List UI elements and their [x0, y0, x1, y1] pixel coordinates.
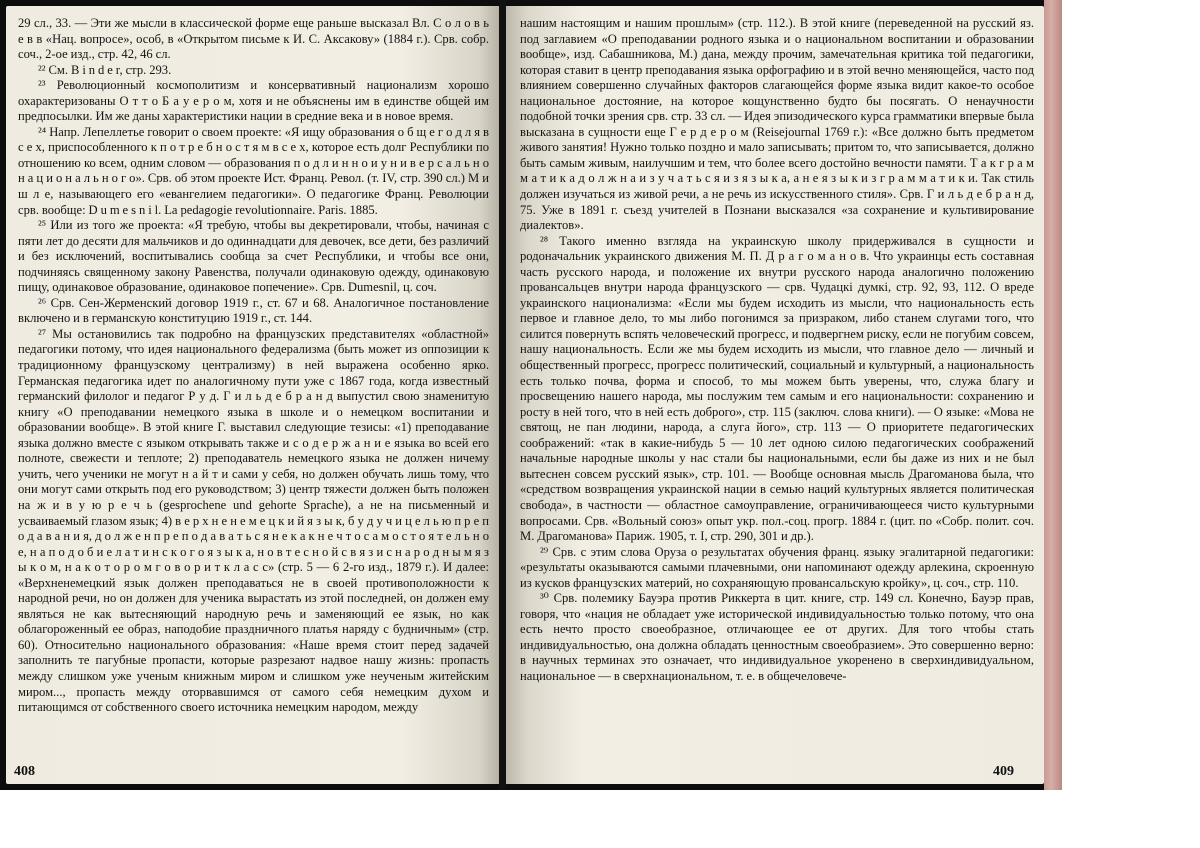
page-number-left: 408 [14, 764, 35, 779]
footnote-28: ²⁸ Такого именно взгляда на украинскую школу придерживался в сущности и родоначальник украинского движения М. П. Д р а г о м а н о в. Что украинцы есть составная часть русского народа, и положение их внутри русского народа аналогично положению провансальцев внутри народа французского — срв. Чудацкі думкі, стр. 92, 93, 112. О вреде украинского национализма: «Если мы будем исходить из мысли, что национальность есть первое и главное дело, то мы либо погонимся за призраком, либо станем слугами того, что силится повернуть вспять человеческий прогресс, и подвергнем риску, если не погубим совсем, нашу национальность. Если же мы будем исходить из мысли, что главное дело — личный и общественный прогресс, прогресс политический, социальный и культурный, а национальность есть только почва, форма и способ, то мы можем быть уверены, что, служа благу и просвещению нашего народа, мы послужим тем самым и его национальности: сохранению и росту в ней того, что в ней есть доброго», стр. 115 (заключ. слова книги). — О языке: «Мова не святощ, не пан людини, народа, а слуга його», стр. 113 — О приоритете педагогических соображений: «так в какие-нибудь 5 — 10 лет одною силою педагогических соображений начальные народные школы у нас стали бы национальными, если бы даже из них и не был вытеснен совсем русский язык», стр. 101. — Вообще основная мысль Драгоманова была, что «средством возвращения украинской нации в семью наций культурных является политическая свобода», в частности — областное самоуправление, ограничивающееся чисто культурными вопросами. Срв. «Вольный союз» опыт укр. пол.-соц. прогр. 1884 г. (цит. по «Собр. полит. соч. М. Драгоманова» Париж. 1905, т. I, стр. 290, 301 и др.). [520, 233, 1034, 544]
footnote-continuation: 29 сл., 33. — Эти же мысли в классической форме еще раньше высказал Вл. С о л о в ь е в в «Нац. вопросе», особ, в «Открытом письме к И. С. Аксакову» (1884 г.). Срв. собр. соч., 2-ое изд., стр. 42, 46 сл. [18, 16, 489, 62]
footnote-25: ²⁵ Или из того же проекта: «Я требую, чтобы вы декретировали, чтобы, начиная с пяти лет до десяти для мальчиков и до одиннадцати для девочек, все дети, без различий и без исключений, воспитывались сообща за счет Республики, и чтобы все они, подчиняясь священному закону Равенства, получали одинаковую одежду, одинаковую пищу, одинаковое образование, одинаковое попечение». Срв. Dumesnil, ц. соч. [18, 218, 489, 295]
left-page [6, 6, 499, 784]
footnote-24: ²⁴ Напр. Лепеллетье говорит о своем проекте: «Я ищу образования о б щ е г о д л я в с е х, приспособленного к п о т р е б н о с т я м в с е х, которое есть долг Республики по отношению ко всем, одним словом — образования п о д л и н н о и у н и в е р с а л ь н о н а ц и о н а л ь н о г о». Срв. об этом проекте Ист. Франц. Револ. (т. IV, стр. 390 сл.) М и ш л е, называющего его «евангелием педагогики». О педагогике Франц. Революции срв. вообще: D u m e s n i l. La pedagogie revolutionnaire. Paris. 1885. [18, 124, 489, 217]
footnote-22: ²² См. B i n d e r, стр. 293. [38, 62, 172, 77]
footnote-27-continuation: нашим настоящим и нашим прошлым» (стр. 112.). В этой книге (переведенной на русский яз. под заглавием «О преподавании родного языка и о национальном воспитании и образовании вообще», изд. Сабашникова, М.) дана, между прочим, замечательная критика той педагогики, которая ставит в центр преподавания языка орфографию и в этой вечно меняющейся, часто под влиянием совершенно случайных факторов слагающейся форме языка видит какое-то особое национальное достояние, на которое кощунственно будто бы посягать. О ненаучности подобной точки зрения срв. стр. 33 сл. — Идея эпизодического курса грамматики впервые была высказана в сущности еще Г е р д е р о м (Reisejournal 1769 г.): «Все должно быть предметом живого занятия! Нужно только поздно и мало записывать; притом то, что записывается, должно быть самым живым, наилучшим и тем, что более всего достойно вечности памяти. Т а к г р а м м а т и к а д о л ж н а и з у ч а т ь с я и з я з ы к а, а н е я з ы к и з г р а м м а т и к и. Так стиль должен изучаться из живой речи, а не речь из искусственного стиля». Срв. Г и л ь д е б р а н д, 75. Уже в 1891 г. съезд учителей в Познани высказался «за сохранение и культивирование диалектов». [520, 16, 1034, 233]
right-page [506, 6, 1044, 784]
footnote-23: ²³ Революционный космополитизм и консервативный национализм хорошо охарактеризованы О т т о Б а у е р о м, хотя и не объяснены им в единстве общей им предпосылки. Им же даны характеристики нации в средние века и в новое время. [18, 78, 489, 124]
page-number-right: 409 [993, 764, 1014, 779]
book-gutter [499, 0, 506, 790]
footnote-29: ²⁹ Срв. с этим слова Оруза о результатах обучения франц. языку эгалитарной педагогики: «результаты оказываются самыми плачевными, они напоминают одежду арлекина, скроенную из кусков французских материй, но сохраняющую провансальскую кройку», ц. соч., стр. 110. [520, 544, 1034, 590]
footnote-26: ²⁶ Срв. Сен-Жерменский договор 1919 г., ст. 67 и 68. Аналогичное постановление включено и в германскую конституцию 1919 г., ст. 144. [18, 295, 489, 326]
book-page-edge [1044, 0, 1062, 790]
footnote-27: ²⁷ Мы остановились так подробно на французских представителях «областной» педагогики потому, что идея национального федерализма (быть может из оппозиции к традиционному французскому централизму) в ней выражена особенно ярко. Германская педагогика идет по аналогичному пути уже с 1867 года, когда известный германский филолог и педагог Р у д. Г и л ь д е б р а н д выпустил свою знаменитую книгу «О преподавании немецкого языка в школе и о немецком воспитании и образовании вообще». В этой книге Г. выставил следующие тезисы: «1) преподавание языка должно вместе с языком открывать также и с о д е р ж а н и е языка во всей его полноте, свежести и теплоте; 2) преподаватель немецкого языка не должен ничему учить, чего ученики не могут н а й т и сами у себя, но должен обучать лишь тому, что они могут сами открыть под его руководством; 3) центр тяжести должен быть положен на ж и в у ю р е ч ь (gesprochene und gehorte Sprache), а не на письменный и усваиваемый глазом язык; 4) в е р х н е н е м е ц к и й я з ы к, б у д у ч и ц е л ь ю п р е п о д а в а н и я, д о л ж е н п р е п о д а в а т ь с я н е к а к н е ч т о с а м о с т о я т е л ь н о е, н а п о д о б и е л а т и н с к о г о я з ы к а, н о в т е с н о й с в я з и с н а р о д н ы м я з ы к о м, н а к о т о р о м г о в о р и т к л а с с» (стр. 5 — 6 2-го изд., 1879 г.). И далее: «Верхненемецкий язык должен преподаваться не в своей противоположности к народной речи, но он должен для ученика вырастать из этой последней, он должен ему являться не как вытесняющий народную речь и заменяющий ее язык, но как облагороженный ее образ, наподобие праздничного платья наряду с будничным» (стр. 60). Относительно национального образования: «Наше время стоит перед задачей заполнить те пагубные пропасти, которые разрезают надвое нашу жизнь: пропасть между слишком уже ученым книжным миром и слишком уже неученым житейским миром..., пропасть между оторвавшимся от самого себя немецким духом и питающимся от собственного своего источника немецким народом, между [18, 326, 489, 715]
footnote-30: ³⁰ Срв. полемику Бауэра против Риккерта в цит. книге, стр. 149 сл. Конечно, Бауэр прав, говоря, что «нация не обладает уже исторической индивидуальностью только потому, что она есть нечто просто своеобразное, отличающее ее от других. Для того чтобы стать индивидуальностью, она должна обладать ценностным своеобразием». Это совершенно верно: в научных терминах это означает, что индивидуальное укоренено в сверхиндивидуальном, национальное — в сверхнациональном, т. е. в общечеловече- [520, 591, 1034, 683]
